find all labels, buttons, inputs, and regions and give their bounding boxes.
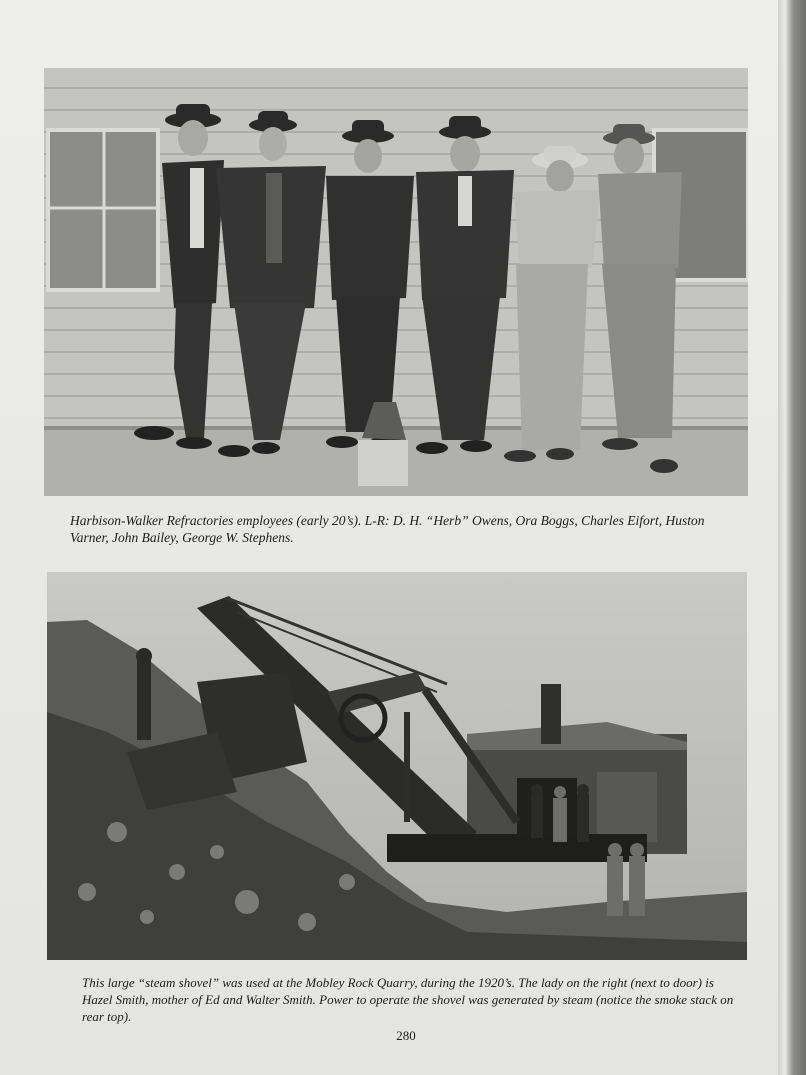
page-number: 280 — [396, 1028, 416, 1043]
photo-caption: Harbison-Walker Refractories employees (early 20’s). L-R: D. H. “Herb” Owens, Ora Boggs, Charles Eifort, Huston Varner, John Bailey, George W. Stephens. — [70, 513, 705, 545]
steam-shovel-photo — [47, 572, 747, 960]
photo-caption: This large “steam shovel” was used at the Mobley Rock Quarry, during the 1920’s. The lady on the right (next to door) is Hazel Smith, mother of Ed and Walter Smith. Power to operate the shovel was generated by steam (notice the smoke stack on rear top). — [82, 975, 734, 1024]
book-spine — [778, 0, 806, 1075]
employees-group-photo — [44, 68, 748, 496]
